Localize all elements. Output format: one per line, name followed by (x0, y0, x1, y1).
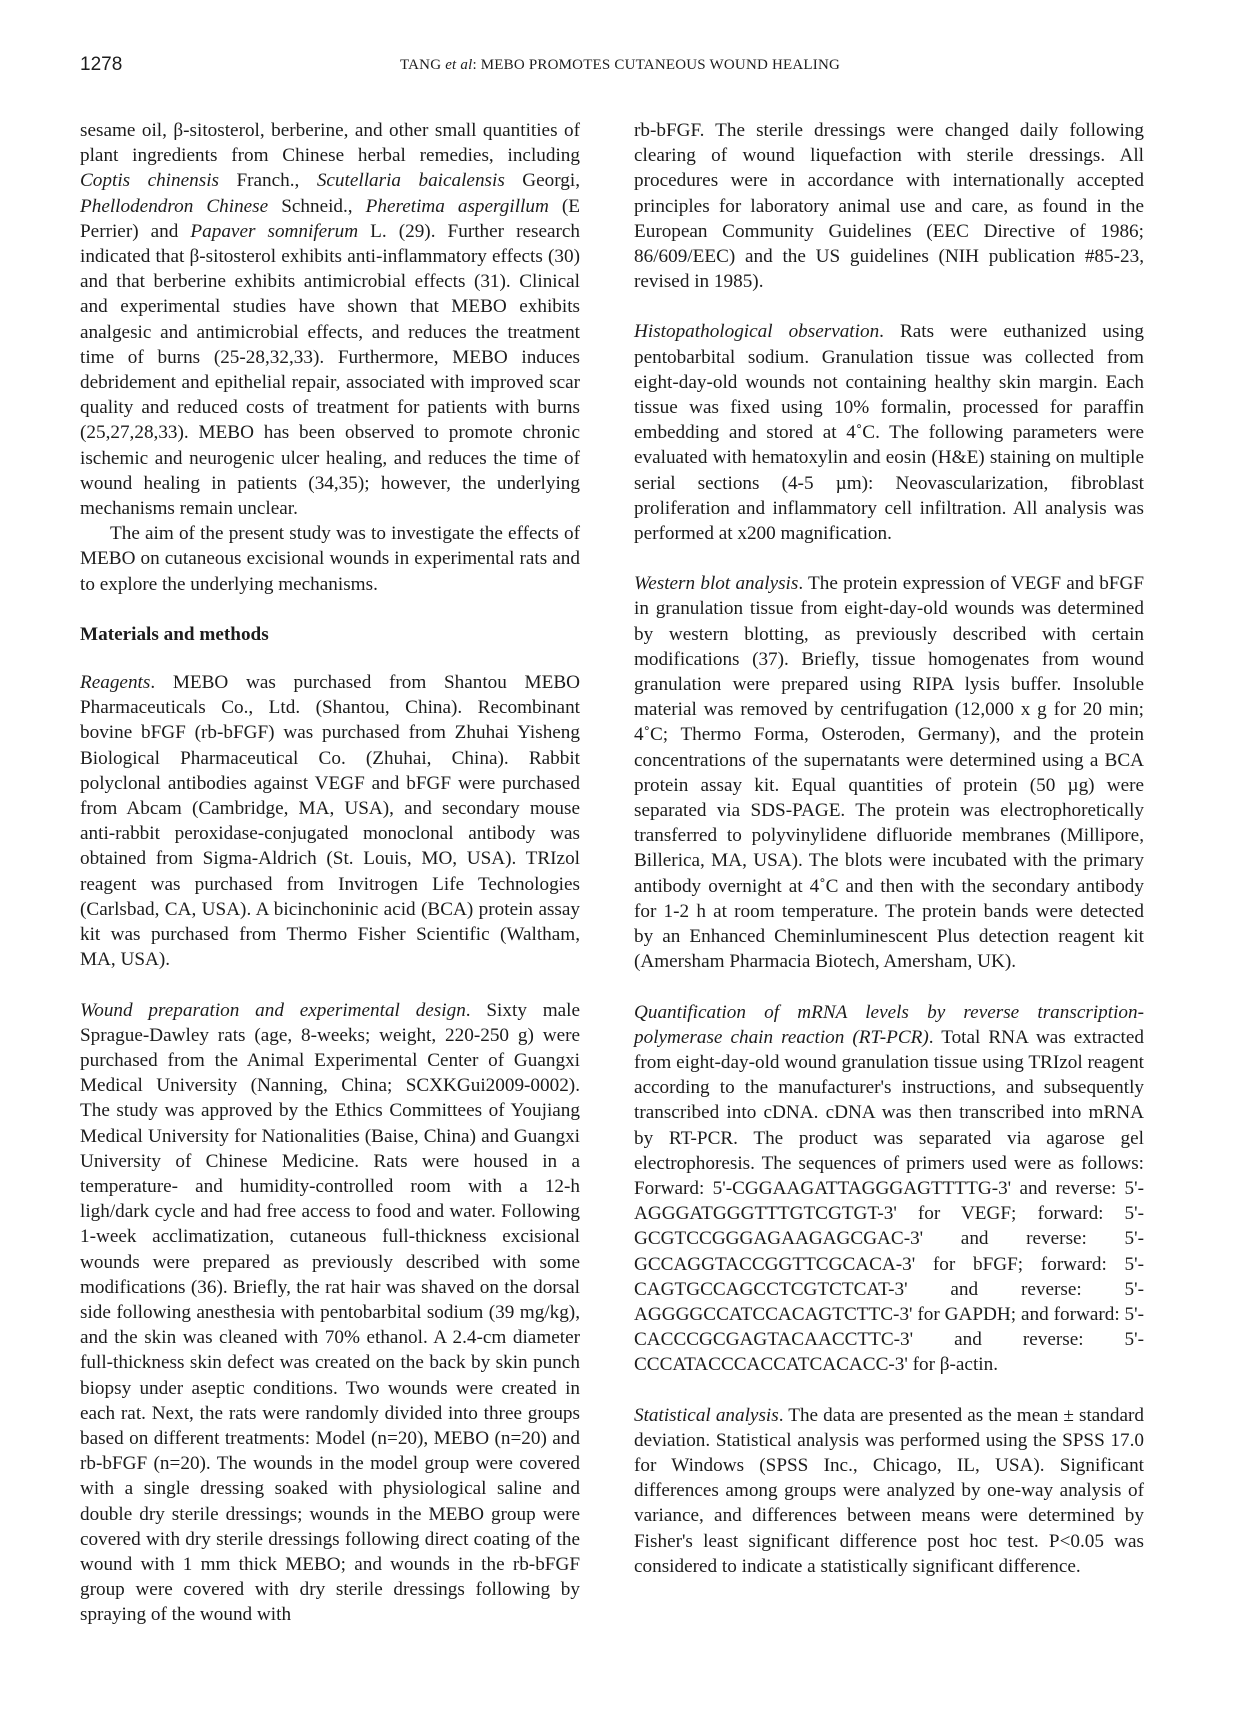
western-blot-paragraph (634, 571, 1144, 974)
reagents-paragraph (80, 670, 580, 972)
running-head-author: TANG (399, 57, 446, 73)
paragraph-body: . Total RNA was extracted from eight-day-old wound granulation tissue using TRIzol reagent according to the manufacturer's instructions, and subsequently transcribed into cDNA. cDNA was then transcribed into mRNA by RT-PCR. The product was separated via agarose gel electrophoresis. The sequences of primers used were as follows: Forward: 5'-CGGAAGATTAGGGAGTTTTG-3' and reverse: 5'-AGGGATGGGTTTGTCGTGT-3' for VEGF; forward: 5'-GCGTCCGGGAGAAGAGCGAC-3' and reverse: 5'-GCCAGGTACCGGTTCGCACA-3' for bFGF; forward: 5'-CAGTGCCAGCCTCGTCTCAT-3' and reverse: 5'-AGGGGCCATCCACAGTCTTC-3' for GAPDH; and forward: 5'-CACCCGCGAGTACAACCTTC-3' and reverse: 5'-CCCATACCCACCATCACACC-3' for β-actin. (634, 1026, 1144, 1376)
wound-paragraph-continued: rb-bFGF. The sterile dressings were changed daily following clearing of wound liquefaction with sterile dressings. All procedures were in accordance with internationally accepted principles for laboratory animal use and care, as found in the European Community Guidelines (EEC Directive of 1986; 86/609/EEC) and the US guidelines (NIH publication #85-23, revised in 1985). (634, 120, 1144, 293)
running-head-etal: et al (445, 57, 473, 73)
running-head (120, 57, 1120, 74)
statistics-paragraph (634, 1403, 1144, 1579)
histopathology-paragraph (634, 319, 1144, 546)
text-run: sesame oil, β-sitosterol, berberine, and other small quantities of plant ingredients from Chinese herbal remedies, including (80, 120, 580, 167)
text-run: Schneid., (268, 195, 366, 217)
subsection-title: Western blot analysis (634, 573, 799, 595)
intro-paragraph-continued (80, 118, 580, 521)
species-name: Pheretima aspergillum (365, 195, 549, 217)
species-name: Coptis chinensis (80, 170, 219, 192)
text-run: L. (29). Further research indicated that β-sitosterol exhibits anti-inflammatory effects (30) and that berberine exhibits antimicrobial effects (31). Clinical and experimental studies have shown that MEBO exhibits analgesic and antimicrobial effects, and reduces the treatment time of burns (25-28,32,33). Furthermore, MEBO induces debridement and epithelial repair, associated with improved scar quality and reduced costs of treatment for patients with burns (25,27,28,33). MEBO has been observed to promote chronic ischemic and neurogenic ulcer healing, and reduces the time of wound healing in patients (34,35); however, the underlying mechanisms remain unclear. (80, 220, 580, 520)
wound-preparation-paragraph (80, 998, 580, 1628)
subsection-title: Wound preparation and experimental design (80, 999, 466, 1021)
text-run: (E Perrier) and (80, 195, 580, 242)
species-name: Papaver somniferum (190, 220, 359, 242)
subsection-title: Histopathological observation (634, 321, 880, 343)
text-run: Franch., (219, 170, 317, 192)
page-number: 1278 (80, 54, 123, 75)
paragraph-body: . The data are presented as the mean ± standard deviation. Statistical analysis was performed using the SPSS 17.0 for Windows (SPSS Inc., Chicago, IL, USA). Significant differences among groups were analyzed by one-way analysis of variance, and differences between means were determined by Fisher's least significant difference post hoc test. P<0.05 was considered to indicate a statistically significant difference. (634, 1404, 1144, 1577)
subsection-title: Reagents (80, 672, 151, 694)
aim-paragraph: The aim of the present study was to investigate the effects of MEBO on cutaneous excisional wounds in experimental rats and to explore the underlying mechanisms. (80, 523, 580, 595)
paragraph-body: . Rats were euthanized using pentobarbital sodium. Granulation tissue was collected from eight-day-old wounds not containing healthy skin margin. Each tissue was fixed using 10% formalin, processed for paraffin embedding and stored at 4˚C. The following parameters were evaluated with hematoxylin and eosin (H&E) staining on multiple serial sections (4-5 µm): Neovascularization, fibroblast proliferation and inflammatory cell infiltration. All analysis was performed at x200 magnification. (634, 321, 1144, 545)
text-run: Georgi, (504, 170, 581, 192)
subsection-title: Quantification of mRNA levels by reverse transcription-polymerase chain reaction (RT-PCR) (634, 1001, 1144, 1048)
paragraph-body: . MEBO was purchased from Shantou MEBO Pharmaceuticals Co., Ltd. (Shantou, China). Recombinant bovine bFGF (rb-bFGF) was purchased from Zhuhai Yisheng Biological Pharmaceutical Co. (Zhuhai, China). Rabbit polyclonal antibodies against VEGF and bFGF were purchased from Abcam (Cambridge, MA, USA), and secondary mouse anti-rabbit peroxidase-conjugated monoclonal antibody was obtained from Sigma-Aldrich (St. Louis, MO, USA). TRIzol reagent was purchased from Invitrogen Life Technologies (Carlsbad, CA, USA). A bicinchoninic acid (BCA) protein assay kit was purchased from Thermo Fisher Scientific (Waltham, MA, USA). (80, 672, 580, 971)
paragraph-body: . Sixty male Sprague-Dawley rats (age, 8-weeks; weight, 220-250 g) were purchased from the Animal Experimental Center of Guangxi Medical University (Nanning, China; SCXKGui2009-0002). The study was approved by the Ethics Committees of Youjiang Medical University for Nationalities (Baise, China) and Guangxi University of Chinese Medicine. Rats were housed in a temperature- and humidity-controlled room with a 12-h ligh/dark cycle and had free access to food and water. Following 1-week acclimatization, cutaneous full-thickness excisional wounds were prepared as previously described with some modifications (36). Briefly, the rat hair was shaved on the dorsal side following anesthesia with pentobarbital sodium (39 mg/kg), and the skin was cleaned with 70% ethanol. A 2.4-cm diameter full-thickness skin defect was created on the back by skin punch biopsy under aseptic conditions. Two wounds were created in each rat. Next, the rats were randomly divided into three groups based on different treatments: Model (n=20), MEBO (n=20) and rb-bFGF (n=20). The wounds in the model group were covered with a single dressing soaked with physiological saline and double dry sterile dressings; wounds in the MEBO group were covered with dry sterile dressings following direct coating of the wound with 1 mm thick MEBO; and wounds in the rb-bFGF group were covered with dry sterile dressings following by spraying of the wound with (80, 999, 580, 1626)
species-name: Phellodendron Chinese (80, 195, 269, 217)
running-head-title: : MEBO PROMOTES CUTANEOUS WOUND HEALING (472, 57, 841, 73)
paragraph-body: . The protein expression of VEGF and bFGF in granulation tissue from eight-day-old wounds was determined by western blotting, as previously described with certain modifications (37). Briefly, tissue homogenates from wound granulation were prepared using RIPA lysis buffer. Insoluble material was removed by centrifugation (12,000 x g for 20 min; 4˚C; Thermo Forma, Osteroden, Germany), and the protein concentrations of the supernatants were determined using a BCA protein assay kit. Equal quantities of protein (50 µg) were separated via SDS-PAGE. The protein was electrophoretically transferred to polyvinylidene difluoride membranes (Millipore, Billerica, MA, USA). The blots were incubated with the primary antibody overnight at 4˚C and then with the secondary antibody for 1-2 h at room temperature. The protein bands were detected by an Enhanced Cheminluminescent Plus detection reagent kit (Amersham Pharmacia Biotech, Amersham, UK). (634, 573, 1145, 973)
left-column (80, 118, 580, 1628)
subsection-title: Statistical analysis (634, 1404, 779, 1426)
section-heading: Materials and methods (80, 623, 269, 645)
rt-pcr-paragraph (634, 1000, 1144, 1378)
right-column (634, 118, 1144, 1579)
species-name: Scutellaria baicalensis (316, 170, 505, 192)
